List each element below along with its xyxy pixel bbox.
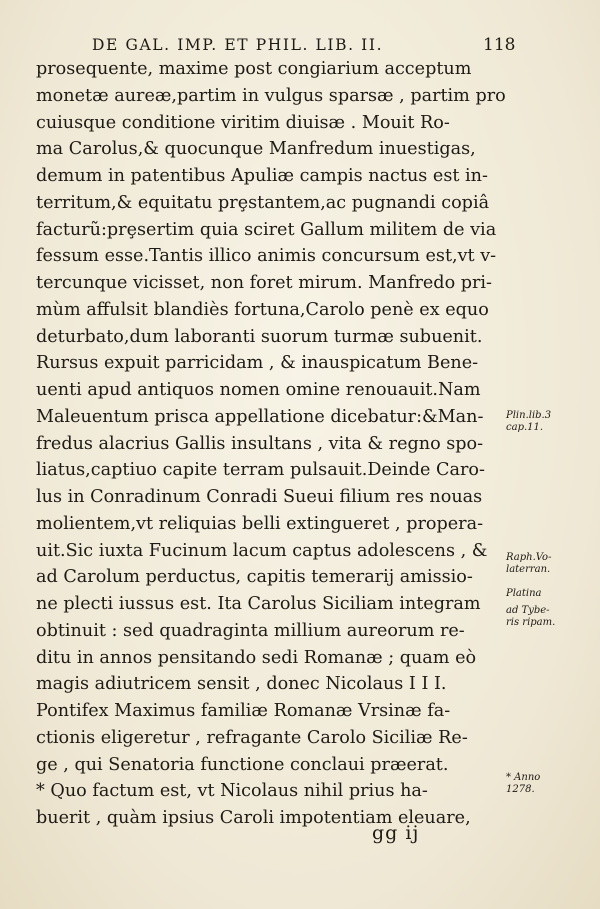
margin-note: [506, 552, 596, 576]
text-line: lus in Conradinum Conradi Sueui filium res nouas: [36, 487, 483, 507]
text-line: uenti apud antiquos nomen omine renouauit.Nam: [36, 380, 481, 400]
margin-note-line: laterran.: [506, 564, 551, 575]
margin-note-line: Platina: [506, 588, 542, 599]
text-line: obtinuit : sed quadraginta millium aureorum re-: [36, 620, 465, 641]
running-title: DE GAL. IMP. ET PHIL. LIB. II.: [92, 36, 384, 54]
text-line: Pontifex Maximus familiæ Romanæ Vrsinæ fa-: [36, 701, 451, 721]
margin-note-line: cap.11.: [506, 422, 544, 433]
text-line: fessum esse.Tantis illico animis concursum est,vt v-: [36, 246, 497, 267]
text-line: territum,& equitatu prȩstantem,ac pugnandi copiâ: [36, 192, 490, 213]
text-line: demum in patentibus Apuliæ campis nactus est in-: [36, 166, 488, 186]
text-line: * Quo factum est, vt Nicolaus nihil prius ha-: [36, 781, 428, 802]
text-line: liatus,captiuo capite terram pulsauit.Deinde Caro-: [36, 460, 485, 481]
margin-note: [506, 605, 596, 629]
text-line: fredus alacrius Gallis insultans , vita & regno spo-: [36, 433, 484, 454]
margin-note-line: * Anno: [506, 772, 541, 783]
text-line: ctionis eligeretur , refragante Carolo Siciliæ Re-: [36, 727, 468, 748]
text-line: magis adiutricem sensit , donec Nicolaus I I I.: [36, 674, 447, 695]
text-line: ditu in annos pensitando sedi Romanæ ; quam eò: [36, 647, 477, 668]
text-line: tercunque vicisset, non foret mirum. Manfredo pri-: [36, 273, 492, 293]
text-line: prosequente, maxime post congiarium acceptum: [36, 59, 472, 79]
text-line: ge , qui Senatoria functione conclaui præerat.: [36, 754, 449, 775]
text-line: deturbato,dum laboranti suorum turmæ subuenit.: [36, 326, 483, 347]
text-line: mùm affulsit blandiès fortuna,Carolo penè ex equo: [36, 299, 489, 320]
signature-mark: gg ij: [372, 822, 420, 844]
margin-note: [506, 772, 596, 796]
page-number: 118: [483, 35, 516, 55]
text-line: ad Carolum perductus, capitis temerarij amissio-: [36, 567, 473, 588]
text-line: buerit , quàm ipsius Caroli impotentiam eleuare,: [36, 808, 471, 828]
margin-note: [506, 588, 596, 600]
text-line: ma Carolus,& quocunque Manfredum inuestigas,: [36, 139, 476, 160]
text-line: uit.Sic iuxta Fucinum lacum captus adolescens , &: [36, 540, 488, 561]
margin-note-line: ad Tybe-: [506, 605, 550, 616]
main-text-block: [36, 56, 516, 832]
margin-note: [506, 410, 596, 434]
text-line: monetæ aureæ,partim in vulgus sparsæ , partim pro: [36, 85, 506, 106]
text-line: Rursus expuit parricidam , & inauspicatum Bene-: [36, 353, 479, 374]
margin-note-line: ris ripam.: [506, 617, 556, 628]
margin-note-line: Plin.lib.3: [506, 410, 552, 421]
margin-note-line: 1278.: [506, 784, 535, 795]
text-line: ne plecti iussus est. Ita Carolus Siciliam integram: [36, 594, 481, 614]
text-line: cuiusque conditione viritim diuisæ . Mouit Ro-: [36, 112, 450, 133]
text-line: Maleuentum prisca appellatione dicebatur:&Man-: [36, 406, 484, 427]
text-line: facturũ:prȩsertim quia sciret Gallum militem de via: [36, 219, 497, 240]
margin-note-line: Raph.Vo-: [506, 552, 552, 563]
text-line: molientem,vt reliquias belli extingueret , propera-: [36, 513, 484, 534]
